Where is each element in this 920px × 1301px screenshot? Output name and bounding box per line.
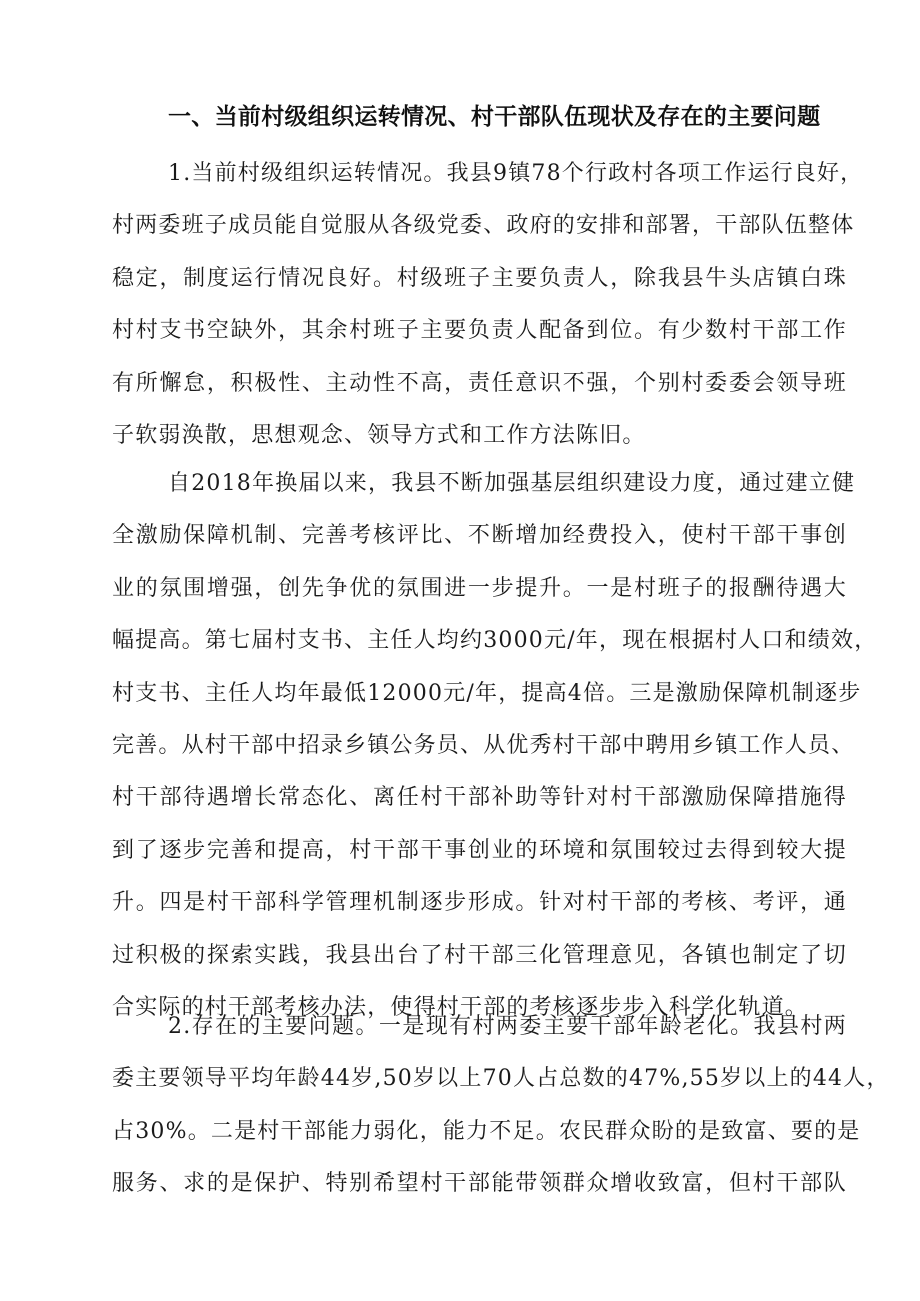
paragraph-line: 过积极的探索实践，我县出台了村干部三化管理意见，各镇也制定了切 <box>112 942 847 968</box>
paragraph-main-problems <box>112 1001 890 1211</box>
paragraph-village-organization-status <box>112 148 864 462</box>
paragraph-line: 到了逐步完善和提高，村干部干事创业的环境和氛围较过去得到较大提 <box>112 837 847 863</box>
paragraph-line: 2.存在的主要问题。一是现有村两委主要干部年龄老化。我县村两 <box>168 1014 847 1039</box>
paragraph-since-2018-election <box>112 458 878 1034</box>
paragraph-line: 村干部待遇增长常态化、离任村干部补助等针对村干部激励保障措施得 <box>112 785 847 811</box>
paragraph-line: 完善。从村干部中招录乡镇公务员、从优秀村干部中聘用乡镇工作人员、 <box>112 732 855 758</box>
paragraph-line: 合实际的村干部考核办法，使得村干部的考核逐步步入科学化轨道。 <box>112 994 809 1020</box>
paragraph-line: 服务、求的是保护、特别希望村干部能带领群众增收致富，但村干部队 <box>112 1171 847 1197</box>
section-heading: 一、当前村级组织运转情况、村干部队伍现状及存在的主要问题 <box>168 104 821 130</box>
paragraph-line: 占30%。二是村干部能力弱化，能力不足。农民群众盼的是致富、要的是 <box>112 1118 861 1144</box>
paragraph-line: 有所懈怠，积极性、主动性不高，责任意识不强，个别村委委会领导班 <box>112 370 847 396</box>
paragraph-line: 升。四是村干部科学管理机制逐步形成。针对村干部的考核、考评，通 <box>112 890 847 916</box>
paragraph-line: 村两委班子成员能自觉服从各级党委、政府的安排和部署，干部队伍整体 <box>112 213 855 239</box>
paragraph-line: 村村支书空缺外，其余村班子主要负责人配备到位。有少数村干部工作 <box>112 318 847 344</box>
paragraph-line: 全激励保障机制、完善考核评比、不断增加经费投入，使村干部干事创 <box>112 523 847 549</box>
paragraph-line: 委主要领导平均年龄44岁,50岁以上70人占总数的47%,55岁以上的44人， <box>112 1066 890 1092</box>
paragraph-line: 1.当前村级组织运转情况。我县9镇78个行政村各项工作运行良好， <box>168 161 864 186</box>
paragraph-line: 子软弱涣散，思想观念、领导方式和工作方法陈旧。 <box>112 422 646 448</box>
paragraph-line: 村支书、主任人均年最低12000元/年，提高4倍。三是激励保障机制逐步 <box>112 680 862 706</box>
paragraph-line: 自2018年换届以来，我县不断加强基层组织建设力度，通过建立健 <box>168 471 856 496</box>
paragraph-line: 稳定，制度运行情况良好。村级班子主要负责人，除我县牛头店镇白珠 <box>112 265 847 291</box>
paragraph-line: 幅提高。第七届村支书、主任人均约3000元/年，现在根据村人口和绩效， <box>112 628 878 654</box>
paragraph-line: 业的氛围增强，创先争优的氛围进一步提升。一是村班子的报酬待遇大 <box>112 575 847 601</box>
